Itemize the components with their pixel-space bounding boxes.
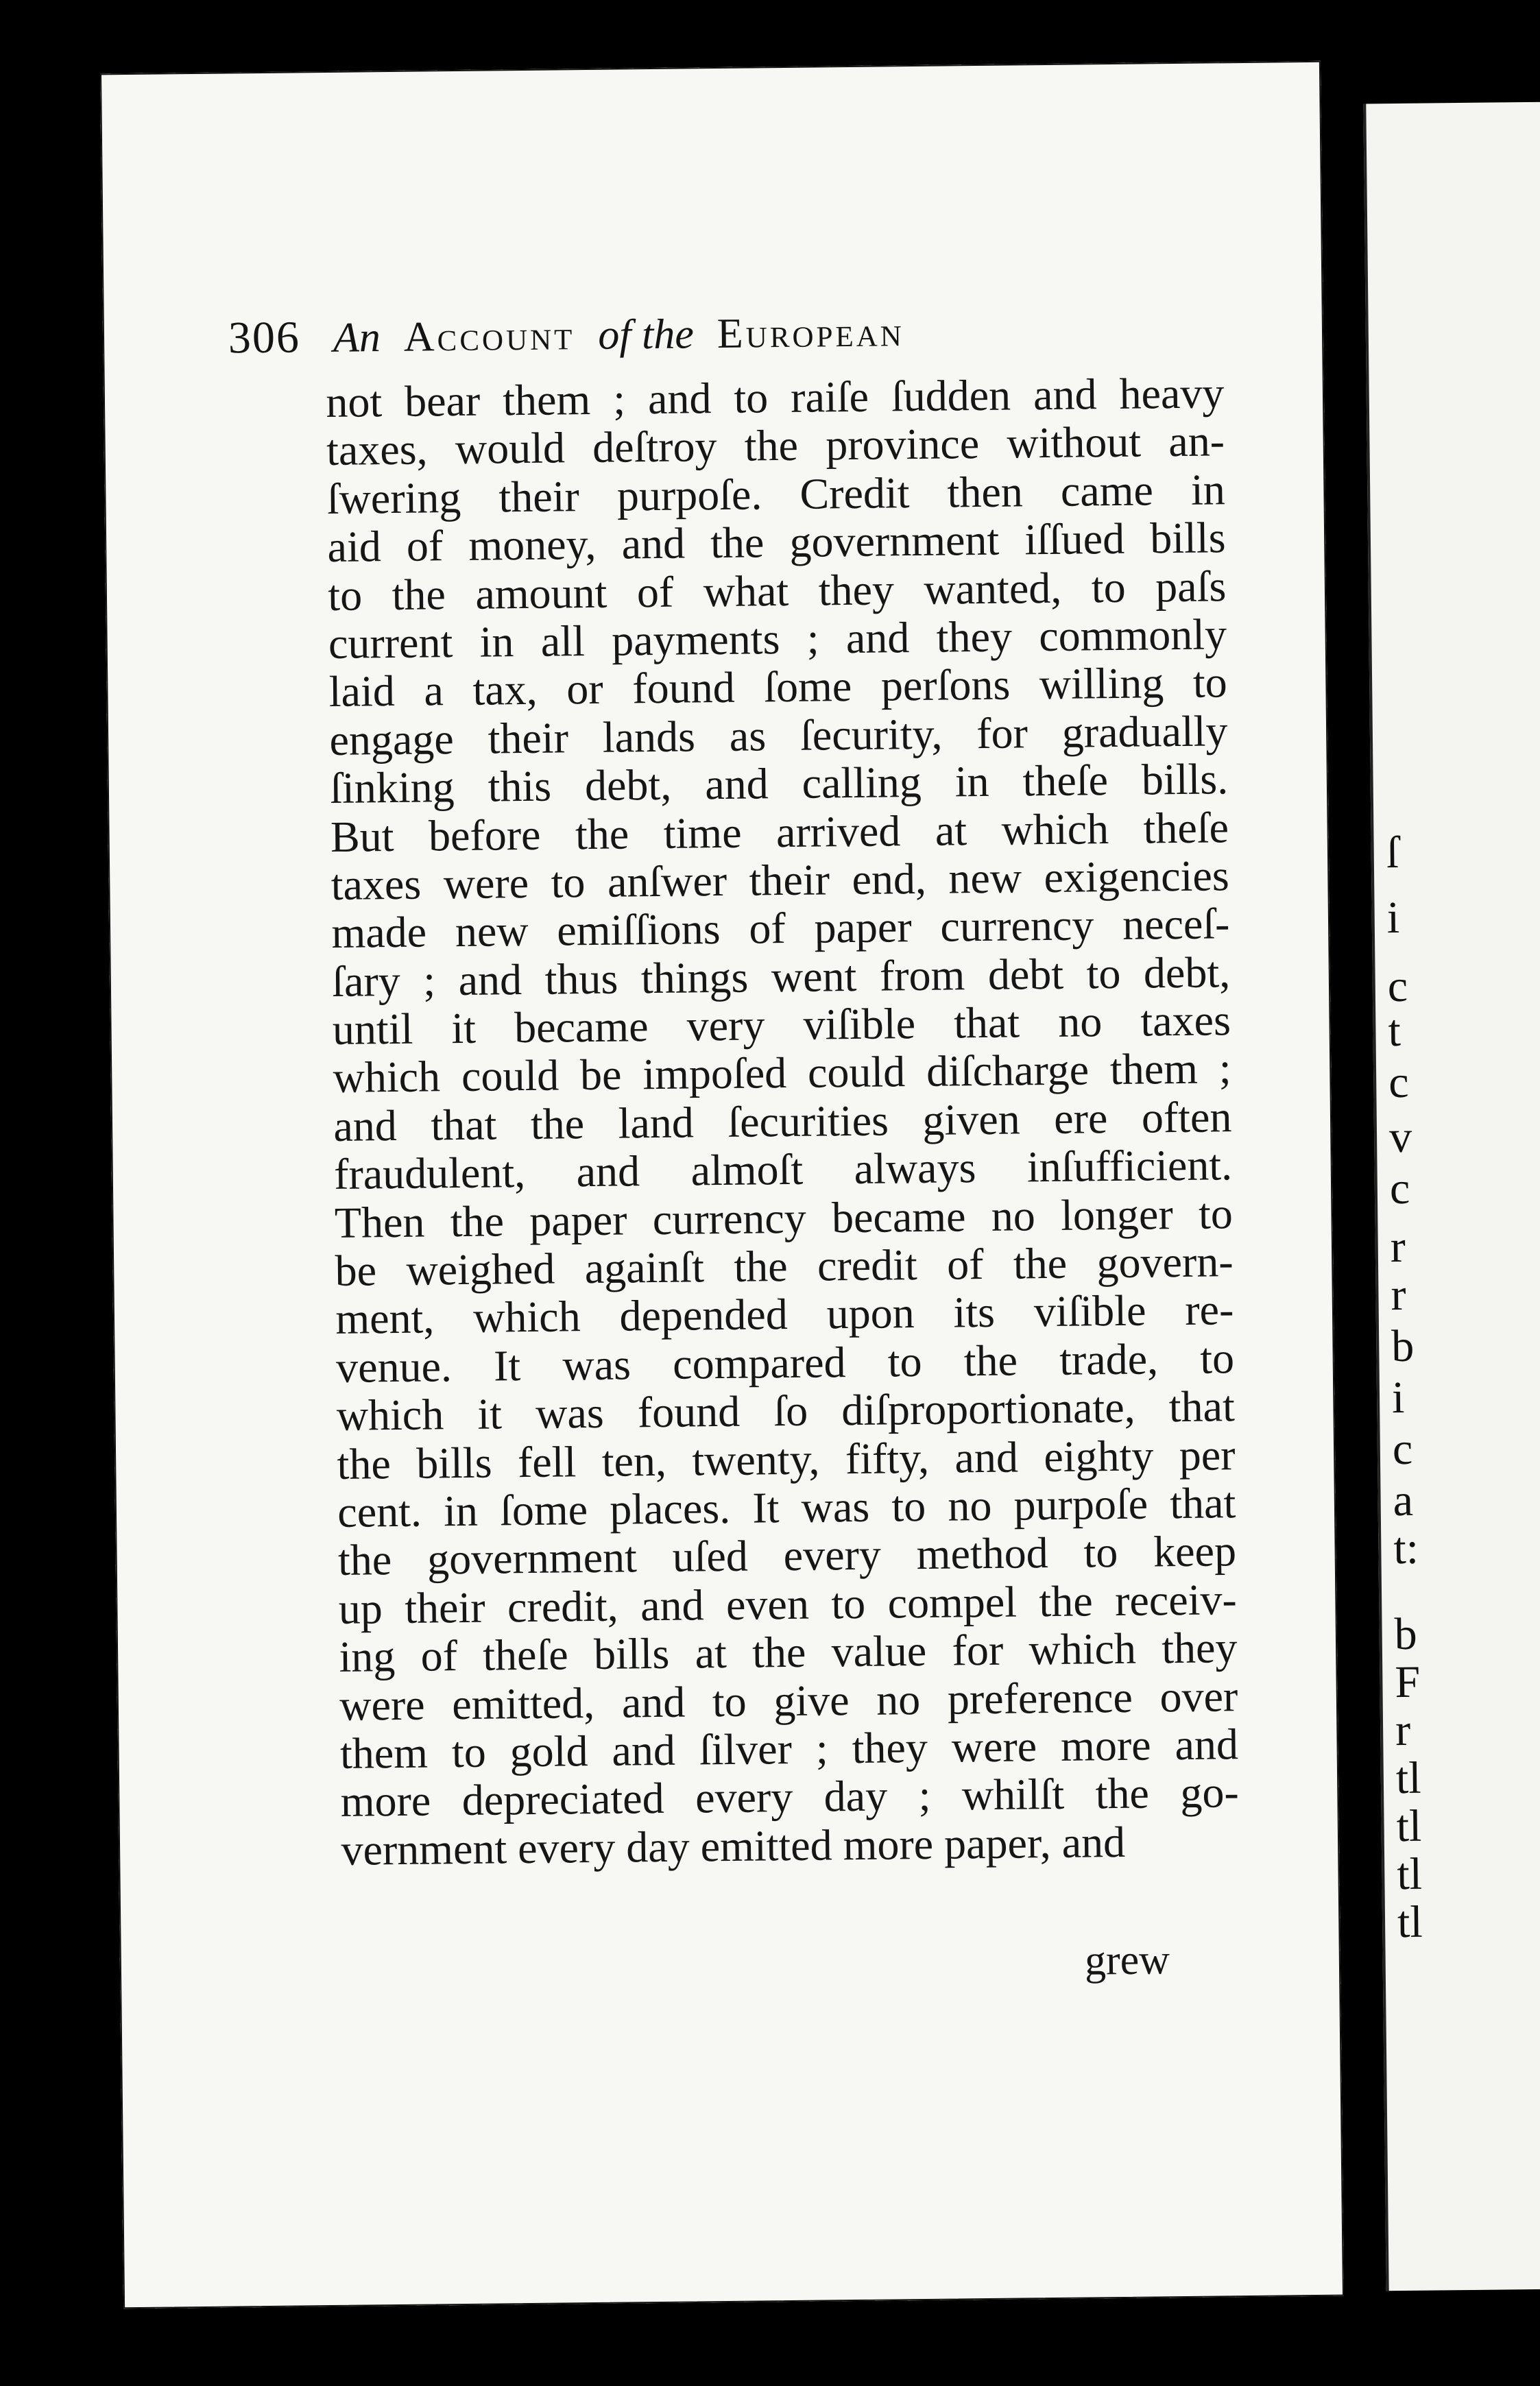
header-words-of-the: of the	[597, 311, 695, 359]
adjacent-page-fragment: t:	[1393, 1523, 1419, 1574]
text-line: taxes were to anſwer their end, new exigencies	[330, 851, 1230, 909]
adjacent-page-fragment: F	[1395, 1656, 1421, 1708]
text-line: aid of money, and the government iſſued bills	[327, 513, 1226, 572]
running-header	[228, 302, 1203, 378]
adjacent-page-fragment: b	[1391, 1321, 1415, 1372]
adjacent-page-fragment: c	[1388, 1057, 1409, 1108]
text-line: Then the paper currency became no longer to	[334, 1188, 1234, 1247]
header-word-account: Account	[403, 312, 575, 361]
adjacent-page-fragment: tl	[1396, 1848, 1423, 1900]
adjacent-page-fragment: r	[1395, 1704, 1411, 1756]
text-line: the bills fell ten, twenty, fifty, and eighty per	[337, 1430, 1236, 1489]
text-line: which it was found ſo diſproportionate, that	[336, 1382, 1236, 1441]
adjacent-page-fragment: c	[1392, 1423, 1413, 1475]
adjacent-page-fragment: i	[1386, 892, 1400, 943]
text-line: ing of theſe bills at the value for which they	[339, 1623, 1238, 1682]
text-line: But before the time arrived at which theſe	[330, 802, 1229, 861]
adjacent-page-fragment: c	[1389, 1163, 1410, 1214]
adjacent-page-fragment: c	[1387, 961, 1408, 1012]
adjacent-page-fragment: ſ	[1386, 827, 1399, 878]
text-line: them to gold and ſilver ; they were more and	[339, 1720, 1239, 1778]
text-line: laid a tax, or found ſome perſons willing to	[328, 658, 1228, 716]
body-text	[326, 369, 1240, 1875]
text-line: ment, which depended upon its viſible re-	[335, 1285, 1234, 1344]
text-line: taxes, would deſtroy the province without an-	[326, 416, 1225, 475]
text-line: ſary ; and thus things went from debt to debt,	[331, 947, 1231, 1006]
adjacent-page-fragment: r	[1391, 1269, 1406, 1321]
adjacent-page-fragment: i	[1391, 1372, 1405, 1423]
text-line: and that the land ſecurities given ere often	[333, 1092, 1232, 1150]
text-line: current in all payments ; and they commonly	[328, 610, 1227, 668]
adjacent-page-fragment: tl	[1395, 1752, 1421, 1804]
text-line: ſwering their purpoſe. Credit then came in	[326, 465, 1226, 523]
header-word-an: An	[333, 314, 381, 361]
adjacent-page-fragment: t	[1388, 1005, 1401, 1057]
page-number: 306	[228, 312, 301, 363]
text-line: cent. in ſome places. It was to no purpoſe that	[337, 1478, 1236, 1537]
text-line: ſinking this debt, and calling in theſe bills.	[329, 754, 1229, 813]
text-line: be weighed againſt the credit of the govern-	[335, 1237, 1234, 1295]
adjacent-page-fragment: r	[1390, 1221, 1406, 1273]
text-line: were emitted, and to give no preference over	[339, 1671, 1238, 1730]
adjacent-page-fragment: b	[1394, 1608, 1418, 1660]
text-line: made new emiſſions of paper currency neceſ-	[331, 899, 1230, 958]
text-line: more depreciated every day ; whilſt the go-	[340, 1768, 1240, 1827]
adjacent-page	[1363, 102, 1540, 2291]
text-line: the government uſed every method to keep	[337, 1526, 1237, 1585]
adjacent-page-fragment: v	[1388, 1111, 1412, 1163]
text-line: venue. It was compared to the trade, to	[335, 1334, 1235, 1392]
text-line: engage their lands as ſecurity, for gradually	[329, 706, 1228, 764]
adjacent-page-fragment: tl	[1396, 1800, 1422, 1852]
adjacent-page-fragment: tl	[1397, 1896, 1423, 1948]
catchword: grew	[1084, 1936, 1170, 1984]
text-line: which could be impoſed could diſcharge them ;	[333, 1044, 1231, 1102]
header-word-european: European	[717, 309, 905, 357]
text-line: up their credit, and even to compel the receiv-	[338, 1574, 1238, 1633]
adjacent-page-fragment: a	[1393, 1475, 1414, 1526]
text-line: to the amount of what they wanted, to paſs	[327, 561, 1227, 620]
text-line: until it became very viſible that no taxes	[332, 996, 1231, 1055]
text-line: fraudulent, and almoſt always inſufficient.	[333, 1140, 1233, 1199]
text-line: not bear them ; and to raiſe ſudden and heavy	[325, 368, 1225, 426]
text-line: vernment every day emitted more paper, and	[341, 1817, 1126, 1875]
